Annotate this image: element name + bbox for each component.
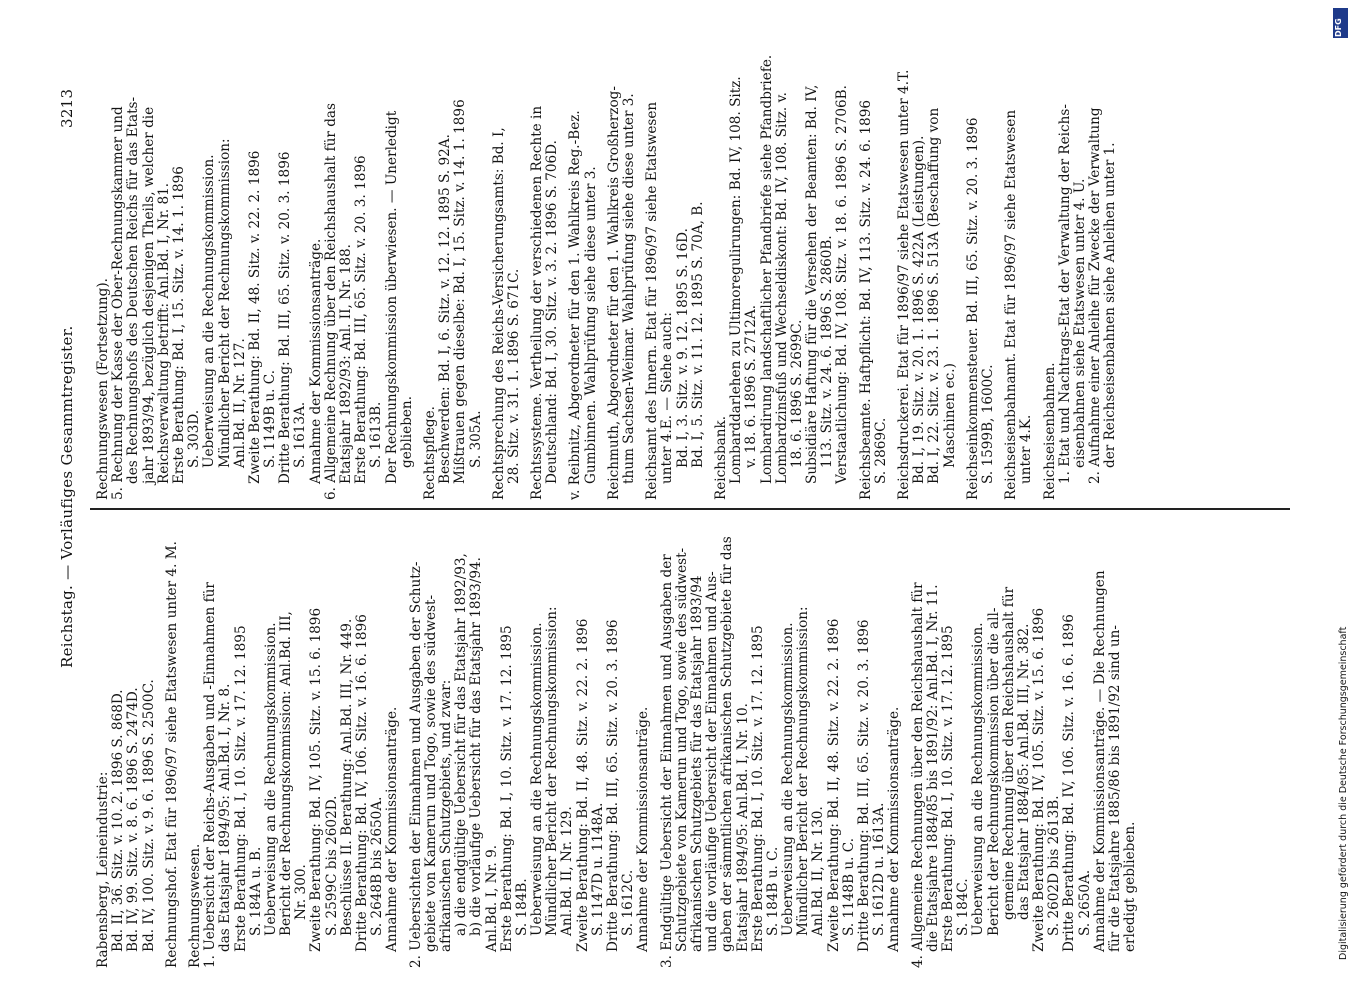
index-entry-line: Ueberweisung an die Rechnungskommission. (262, 622, 279, 936)
index-entry-line: für die Etatsjahre 1885/86 bis 1891/92 sind un- (1107, 624, 1123, 952)
index-entry-line: Ueberweisung an die Rechnungskommission. (780, 622, 797, 936)
index-entry-line: S. 2869C. (872, 417, 889, 484)
index-entry-heading: Reichsbeamte. Haftpflicht: Bd. IV, 113. Sitz. v. 24. 6. 1896 (857, 100, 874, 500)
dfg-logo-text: DFG (1334, 18, 1343, 37)
index-entry-heading: Rechnungswesen. (186, 843, 203, 968)
index-entry-line: eisenbahnen siehe Etatswesen unter 4. U. (1071, 178, 1088, 468)
index-entry-line: gemeine Rechnung über den Reichshaushalt für (1000, 586, 1017, 920)
index-entry-line: Nr. 300. (293, 864, 310, 920)
index-entry-line: Anl.Bd. I, Nr. 9. (483, 844, 500, 952)
index-entry-heading: Reichseisenbahnen. (1041, 362, 1058, 500)
dfg-logo (1333, 8, 1348, 38)
index-entry-heading: Rechtssysteme. Vertheilung der verschiedenen Rechte in (529, 105, 546, 500)
index-entry-line: 2. Aufnahme einer Anleihe für Zwecke der Verwaltung (1087, 107, 1104, 484)
index-entry-line: S. 1148B u. C. (840, 837, 857, 936)
index-entry-line: 18. 6. 1896 S. 2699C. (788, 319, 805, 468)
index-entry-heading: 6. Allgemeine Rechnung über den Reichshaushalt für das (322, 103, 339, 500)
index-entry-line: v. 18. 6. 1896 S. 2712A. (743, 304, 760, 468)
index-entry-line: geblieben. (398, 395, 415, 468)
index-entry-line: Deutschland: Bd. I, 30. Sitz. v. 3. 2. 1896 S. 706D. (544, 140, 561, 484)
index-entry-line: Maschinen ec.) (941, 363, 958, 468)
index-entry-line: Annahme der Kommissionsanträge. (635, 706, 652, 952)
index-entry-line: Annahme der Kommissionsanträge. (886, 706, 903, 952)
index-entry-line: S. 1612C. (620, 869, 637, 936)
index-entry-line: Annahme der Kommissionsanträge. (307, 238, 324, 484)
index-entry-line: Mündlicher Bericht der Rechnungskommission: (216, 138, 233, 468)
index-entry-line: Dritte Berathung: Bd. IV, 106. Sitz. v. 16. 6. 1896 (354, 614, 370, 952)
index-entry-heading: Reichsdruckerei. Etat für 1896/97 siehe Etatswesen unter 4.T. (896, 69, 912, 500)
index-entry-line: Dritte Berathung: Bd. III, 65. Sitz. v. 20. 3. 1896 (856, 619, 872, 952)
index-entry-line: S. 1613B. (368, 401, 385, 468)
index-entry-line: Verstaatlichung: Bd. IV, 108. Sitz. v. 18. 6. 1896 S. 2706B. (834, 85, 851, 484)
index-entry-heading: Rabensberg, Leineindustrie: (95, 771, 111, 968)
index-entry-line: S. 1612D u. 1613A. (871, 802, 888, 936)
index-entry-line: Lombardirung landschaftlicher Pfandbriefe siehe Pfandbriefe. (758, 54, 775, 484)
index-entry-line: S. 1149B u. C. (262, 369, 279, 468)
index-entry-heading: Reichsamt des Innern. Etat für 1896/97 siehe Etatswesen (644, 101, 661, 500)
index-entry-line: Der Rechnungskommission überwiesen. — Unerledigt (383, 110, 400, 484)
index-entry-line: Bd. I, 5. Sitz. v. 11. 12. 1895 S. 70A, B. (689, 201, 706, 468)
index-entry-line: Erste Berathung: Bd. I, 15. Sitz. v. 14. 1. 1896 (170, 166, 187, 484)
index-entry-heading: 3. Endgültige Uebersicht der Einnahmen und Ausgaben der (658, 554, 675, 968)
index-entry-heading: 2. Uebersichten der Einnahmen und Ausgaben der Schutz- (407, 561, 424, 968)
index-entry-line: Annahme der Kommissionsanträge. (384, 706, 401, 952)
running-header-title: Reichstag. — Vorläufiges Gesammtregister. (58, 325, 76, 668)
index-entry-line: Erste Berathung: Bd. I, 10. Sitz. v. 17. 12. 1895 (749, 625, 766, 952)
index-entry-line: Bd. II, 36. Sitz. v. 10. 2. 1896 S. 868D. (110, 689, 127, 952)
index-entry-line: die Etatsjahre 1884/85 bis 1891/92: Anl.Bd. I, Nr. 11. (924, 584, 941, 952)
index-entry-line: Etatsjahr 1894/95: Anl.Bd. I, Nr. 10. (734, 703, 751, 952)
index-entry-heading: v. Reibnitz, Abgeordneter für den 1. Wahlkreis Reg.-Bez. (567, 110, 584, 500)
index-entry-line: Beschlüsse II. Berathung: Anl.Bd. III, Nr. 449. (338, 618, 355, 936)
index-entry-line: Zweite Berathung: Bd. IV, 105. Sitz. v. 15. 6. 1896 (1031, 607, 1048, 952)
index-entry-line: Lombarddarlehen zu Ultimoregulirungen: Bd. IV, 108. Sitz. (728, 76, 745, 484)
index-entry-line: Zweite Berathung: Bd. II, 48. Sitz. v. 22. 2. 1896 (246, 150, 263, 484)
index-entry-line: jahr 1893/94, bezüglich desjenigen Theils, welcher die (140, 106, 157, 484)
index-entry-line: Bd. I, 19. Sitz. v. 20. 1. 1896 S. 422A (Leistungen). (911, 135, 928, 484)
index-entry-line: Bd. I, 22. Sitz. v. 23. 1. 1896 S. 513A (Beschaffung von (926, 107, 943, 484)
index-entry-line: Dritte Berathung: Bd. III, 65. Sitz. v. 20. 3. 1896 (277, 151, 294, 484)
index-entry-heading: Rechtsprechung des Reichs-Versicherungsamts: Bd. I, (490, 127, 507, 500)
index-entry-line: Schutzgebiete von Kamerun und Togo, sowie des südwest- (673, 547, 690, 952)
index-entry-line: S. 184B u. C. (764, 846, 781, 936)
index-entry-line: Etatsjahr 1892/93: Anl. II, Nr. 188. (338, 244, 354, 484)
index-entry-line: Anl.Bd. II, Nr. 129. (559, 806, 576, 936)
index-entry-line: Mündlicher Bericht der Rechnungskommission: (544, 606, 561, 936)
index-entry-line: Dritte Berathung: Bd. IV, 106. Sitz. v. 16. 6. 1896 (1061, 614, 1078, 952)
index-entry-heading: 5. Rechnung der Kasse der Ober-Rechnungskammer und (110, 106, 127, 500)
index-entry-line: unter 4.E. — Siehe auch: (659, 312, 676, 484)
index-entry-line: Anl.Bd. II, Nr. 130. (810, 806, 827, 936)
digitization-notice: Digitalisierung gefördert durch die Deutsche Forschungsgemeinschaft (1338, 626, 1349, 960)
index-entry-line: Erste Berathung: Bd. I, 10. Sitz. v. 17. 12. 1895 (498, 625, 515, 952)
index-entry-line: Dritte Berathung: Bd. III, 65. Sitz. v. 20. 3. 1896 (605, 619, 621, 952)
index-entry-line: des Rechnungshofs des Deutschen Reichs für das Etats- (125, 96, 142, 484)
index-entry-line: Erste Berathung: Bd. I, 10. Sitz. v. 17. 12. 1895 (232, 625, 249, 952)
index-entry-line: 1. Etat und Nachtrags-Etat der Verwaltung der Reichs- (1056, 104, 1073, 484)
index-entry-line: gebiete von Kamerun und Togo, sowie des südwest- (422, 594, 439, 952)
index-entry-line: Ueberweisung an die Rechnungskommission. (970, 622, 987, 936)
index-entry-line: Lombardzinsfuß und Wechseldiskont: Bd. IV, 108. Sitz. v. (773, 92, 790, 484)
index-entry-line: S. 184B. (513, 878, 530, 936)
index-entry-heading: Reichseisenbahnamt. Etat für 1896/97 siehe Etatswesen (1003, 109, 1020, 500)
index-entry-line: Reichsverwaltung betrifft: Anl.Bd. I, Nr. 81. (155, 182, 172, 484)
index-entry-line: thum Sachsen-Weimar. Wahlprüfung siehe diese unter 3. (621, 93, 637, 484)
index-entry-line: Bericht der Rechnungskommission: Anl.Bd. III, (278, 611, 295, 936)
index-entry-line: unter 4.K. (1018, 414, 1035, 484)
index-entry-line: S. 184C. (955, 878, 972, 936)
index-entry-line: S. 2650A. (1076, 869, 1093, 936)
index-entry-heading: Rechtspflege. (421, 406, 438, 500)
index-entry-line: Mündlicher Bericht der Rechnungskommission: (795, 606, 812, 936)
index-entry-line: S. 2599C bis 2602D. (323, 795, 340, 936)
index-entry-line: S. 1147D u. 1148A. (589, 802, 606, 936)
index-entry-line: Ueberweisung an die Rechnungskommission. (201, 154, 218, 468)
index-entry-line: erledigt geblieben. (1122, 821, 1139, 952)
index-column-left (96, 536, 1138, 968)
index-entry-line: 28. Sitz. v. 31. 1. 1896 S. 671C. (505, 268, 522, 484)
index-entry-line: Bd. IV, 100. Sitz. v. 9. 6. 1896 S. 2500C. (140, 679, 157, 952)
index-entry-line: a) die endgültige Uebersicht für das Etatsjahr 1892/93, (453, 553, 470, 936)
index-entry-line: Gumbinnen. Wahlprüfung siehe diese unter 3. (582, 166, 599, 484)
index-entry-line: das Etatsjahr 1884/85: Anl.Bd. III, Nr. 382. (1015, 623, 1032, 920)
index-entry-line: Bericht der Rechnungskommission über die all- (985, 607, 1002, 936)
index-entry-line: Erste Berathung: Bd. III, 65. Sitz. v. 20. 3. 1896 (353, 155, 370, 484)
index-entry-line: Zweite Berathung: Bd. IV, 105. Sitz. v. 15. 6. 1896 (308, 607, 325, 952)
index-entry-heading: Reichsbank. (712, 415, 729, 500)
index-entry-line: Zweite Berathung: Bd. II, 48. Sitz. v. 22. 2. 1896 (574, 618, 591, 952)
index-entry-heading: 1. Uebersicht der Reichs-Ausgaben und -Einnahmen für (202, 582, 219, 968)
index-entry-heading: 4. Allgemeine Rechnungen über den Reichshaushalt für (909, 582, 926, 968)
index-entry-line: Ueberweisung an die Rechnungskommission. (529, 622, 546, 936)
index-entry-heading: Rechnungshof. Etat für 1896/97 siehe Etatswesen unter 4. M. (163, 541, 180, 968)
index-entry-line: Mißtrauen gegen dieselbe: Bd. I, 15. Sitz. v. 14. 1. 1896 (452, 99, 469, 484)
index-entry-heading: Reichseinkommensteuer. Bd. III, 65. Sitz. v. 20. 3. 1896 (964, 117, 981, 500)
page-number: 3213 (58, 88, 76, 128)
index-entry-line: afrikanischen Schutzgebiets für das Etatsjahr 1893/94 (688, 575, 705, 952)
index-entry-line: Erste Berathung: Bd. I, 10. Sitz. v. 17. 12. 1895 (939, 625, 956, 952)
index-entry-line: S. 184A u. B. (247, 846, 264, 936)
index-entry-line: der Reichseisenbahnen siehe Anleihen unter 1. (1102, 142, 1119, 468)
index-entry-line: S. 2648B bis 2650A. (369, 796, 386, 936)
index-entry-line: S. 303D. (186, 409, 203, 468)
index-entry-heading: Rechnungswesen (Fortsetzung). (95, 278, 111, 500)
index-entry-line: Bd. IV, 99. Sitz. v. 8. 6. 1896 S. 2474D. (125, 687, 142, 952)
index-entry-line: S. 305A. (467, 410, 484, 468)
index-entry-line: b) die vorläufige Uebersicht für das Etatsjahr 1893/94. (468, 557, 485, 936)
index-entry-line: Zweite Berathung: Bd. II, 48. Sitz. v. 22. 2. 1896 (825, 618, 842, 952)
column-divider (90, 508, 1290, 510)
index-entry-line: Annahme der Kommissionsanträge. — Die Rechnungen (1091, 570, 1108, 952)
index-entry-line: gaben der sämmtlichen afrikanischen Schutzgebiete für das (719, 536, 736, 952)
index-entry-line: afrikanischen Schutzgebiets, und zwar: (437, 679, 454, 952)
index-entry-heading: Reichmuth, Abgeordneter für den 1. Wahlkreis Großherzog- (605, 86, 622, 500)
index-entry-line: S. 1599B, 1600C. (979, 364, 996, 484)
index-entry-line: und die vorläufige Uebersicht der Einnahmen und Aus- (704, 571, 721, 952)
index-entry-line: Subsidiäre Haftung für die Versehen der Beamten: Bd. IV, (804, 84, 821, 484)
index-entry-line: Anl.Bd. II, Nr. 127. (231, 338, 248, 468)
index-entry-line: Beschwerden: Bd. I, 6. Sitz. v. 12. 12. 1895 S. 92A. (437, 134, 454, 484)
index-entry-line: 113. Sitz. v. 24. 6. 1896 S. 2860B. (819, 235, 836, 468)
index-entry-line: S. 1613A. (292, 401, 309, 468)
index-entry-line: das Etatsjahr 1894/95: Anl.Bd. I, Nr. 8. (217, 683, 234, 952)
index-entry-line: Bd. I, 3. Sitz. v. 9. 12. 1895 S. 16D. (674, 228, 691, 468)
index-column-right (96, 55, 1118, 500)
index-entry-line: S. 2602D bis 2613B. (1046, 795, 1063, 936)
